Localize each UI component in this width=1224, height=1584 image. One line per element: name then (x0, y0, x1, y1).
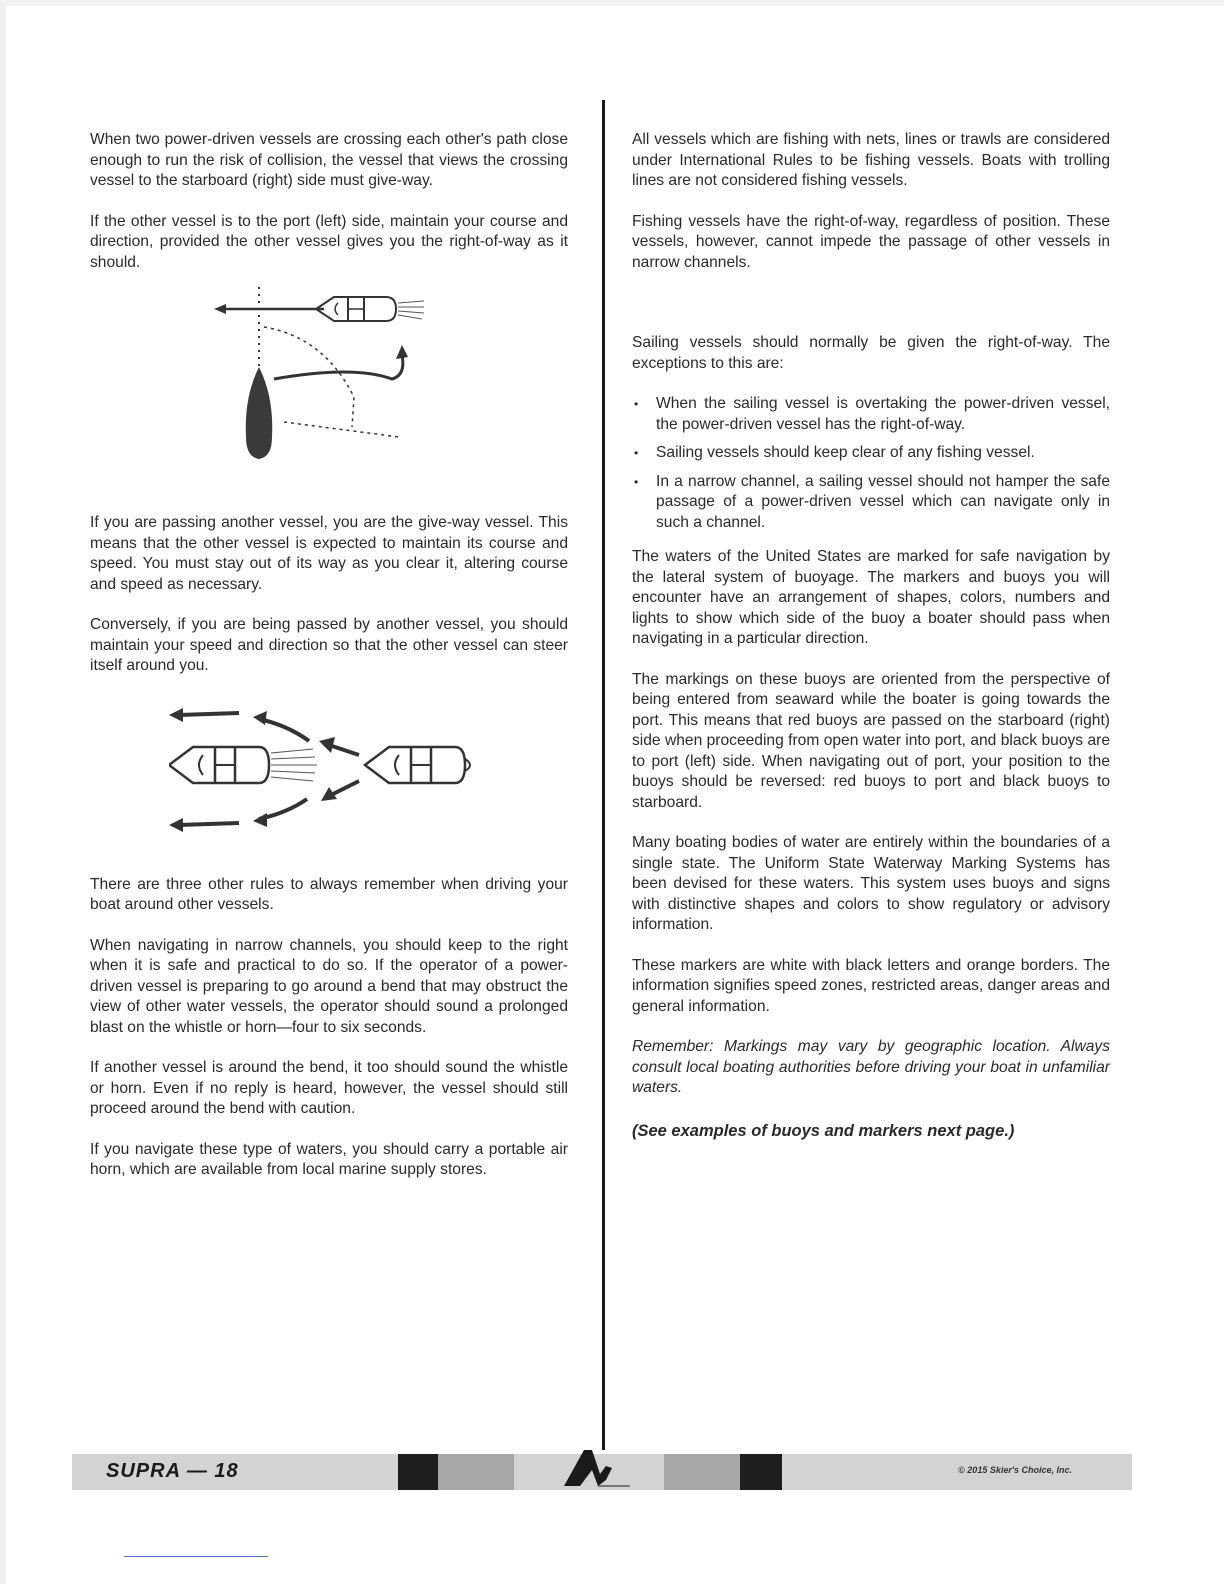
fishing-vessels-paragraph: All vessels which are fishing with nets, lines or trawls are considered under International Rules to be fishing vessels. Boats with trolling lines are not considered fishing vessels. (632, 131, 1110, 189)
page-footer (72, 1454, 1132, 1490)
footer-mid-block (438, 1454, 514, 1490)
crossing-diagram-illustration (214, 287, 444, 487)
overtaking-diagram-illustration (169, 695, 489, 845)
bottom-arrow-head (169, 818, 183, 832)
reminder-note: Remember: Markings may vary by geographic location. Always consult local boating authorities before driving your boat in unfamiliar waters. (632, 1038, 1110, 1096)
top-curve-arrow-head (253, 711, 267, 725)
crossing-paragraph: When two power-driven vessels are crossing each other's path close enough to run the risk of collision, the vessel that views the crossing vessel to the starboard (right) side must give-way. (90, 131, 568, 189)
air-horn-paragraph: If you navigate these type of waters, you should carry a portable air horn, which are available from local marine supply stores. (90, 1140, 568, 1178)
give-way-vessel-icon (246, 367, 272, 459)
column-divider (602, 100, 605, 1450)
crossing-diagram (214, 287, 444, 487)
uniform-state-paragraph: Many boating bodies of water are entirely within the boundaries of a single state. The Uniform State Waterway Marking Systems has been devised for these waters. This system uses buoys and signs with distinctive shapes and colors to show regulatory or advisory information. (632, 834, 1110, 933)
list-item: • In a narrow channel, a sailing vessel should not hamper the safe passage of a power-driven vessel which can navigate only in such a channel. (632, 472, 1110, 534)
see-next-page-note: (See examples of buoys and markers next page.) (632, 1121, 1015, 1140)
footer-brand (106, 1460, 239, 1483)
footer-dark-block (740, 1454, 782, 1490)
around-bend-paragraph: If another vessel is around the bend, it too should sound the whistle or horn. Even if no reply is heard, however, the vessel should still proceed around the bend with caution. (90, 1059, 568, 1117)
port-side-paragraph: If the other vessel is to the port (left) side, maintain your course and direction, provided the other vessel gives you the right-of-way as it should. (90, 212, 568, 271)
narrow-channels-paragraph: When navigating in narrow channels, you should keep to the right when it is safe and practical to do so. If the operator of a power-driven vessel is preparing to go around a bend that may obstruct the view of other water vessels, the operator should sound a prolonged blast on the whistle or horn—four to six seconds. (90, 936, 568, 1036)
dotted-lower-line (284, 422, 399, 437)
top-arrow-line (179, 713, 239, 715)
three-rules-paragraph: There are three other rules to always remember when driving your boat around other vessels. (90, 875, 568, 913)
overtaking-diagram (169, 695, 489, 845)
passing-paragraph: If you are passing another vessel, you are the give-way vessel. This means that the other vessel is expected to maintain its course and speed. You must stay out of its way as you clear it, altering course and speed as necessary. (90, 514, 568, 593)
list-item: • When the sailing vessel is overtaking the power-driven vessel, the power-driven vessel has the right-of-way. (632, 394, 1110, 435)
fishing-right-of-way-paragraph: Fishing vessels have the right-of-way, regardless of position. These vessels, however, cannot impede the passage of other vessels in narrow channels. (632, 212, 1110, 271)
skiers-choice-logo-icon (562, 1446, 632, 1490)
top-curve-arrow-line (259, 719, 309, 741)
give-way-arrow-line (274, 355, 403, 379)
being-passed-paragraph: Conversely, if you are being passed by another vessel, you should maintain your speed and direction so that the other vessel can steer itself around you. (90, 616, 568, 674)
footer-dark-block (398, 1454, 438, 1490)
brand-logo-text: SUPRA (106, 1460, 181, 1482)
arrow-left-head (214, 304, 226, 314)
list-item: • Sailing vessels should keep clear of any fishing vessel. (632, 443, 1110, 464)
page-number: — 18 (180, 1460, 239, 1482)
copyright-text: © 2015 Skier's Choice, Inc. (958, 1465, 1072, 1475)
bottom-link-underline (124, 1556, 268, 1557)
markers-description-paragraph: These markers are white with black letters and orange borders. The information signifies speed zones, restricted areas, danger areas and general information. (632, 956, 1110, 1015)
sailing-intro-paragraph: Sailing vessels should normally be given the right-of-way. The exceptions to this are: (632, 334, 1110, 372)
middle-upper-arrow-head (319, 737, 335, 753)
bottom-arrow-line (179, 823, 239, 825)
overtaking-boat-right-icon (365, 747, 470, 783)
left-column (90, 130, 568, 1181)
sailing-exceptions-list (632, 394, 1110, 533)
middle-upper-arrow-line (329, 745, 359, 755)
lateral-system-paragraph: The waters of the United States are marked for safe navigation by the lateral system of buoyage. The markers and buoys you will encounter have an arrangement of shapes, colors, numbers and lights to show which side of the buoy a boater should pass when navigating in a particular direction. (632, 548, 1110, 647)
give-way-arrow-head (396, 345, 408, 359)
top-arrow-head (169, 708, 183, 722)
crossing-boat-icon (316, 297, 424, 321)
right-column (632, 130, 1110, 1141)
bottom-curve-arrow-head (253, 813, 267, 827)
buoy-markings-paragraph: The markings on these buoys are oriented from the perspective of being entered from seaward while the boater is going towards the port. This means that red buoys are passed on the starboard (right) side when proceeding from open water into port, and black buoys are to port (left) side. When navigating out of port, your position to the buoys should be reversed: red buoys to port and black buoys to starboard. (632, 670, 1110, 811)
middle-lower-arrow-line (331, 781, 359, 795)
footer-mid-block (664, 1454, 740, 1490)
overtaking-boat-left-icon (169, 747, 317, 783)
